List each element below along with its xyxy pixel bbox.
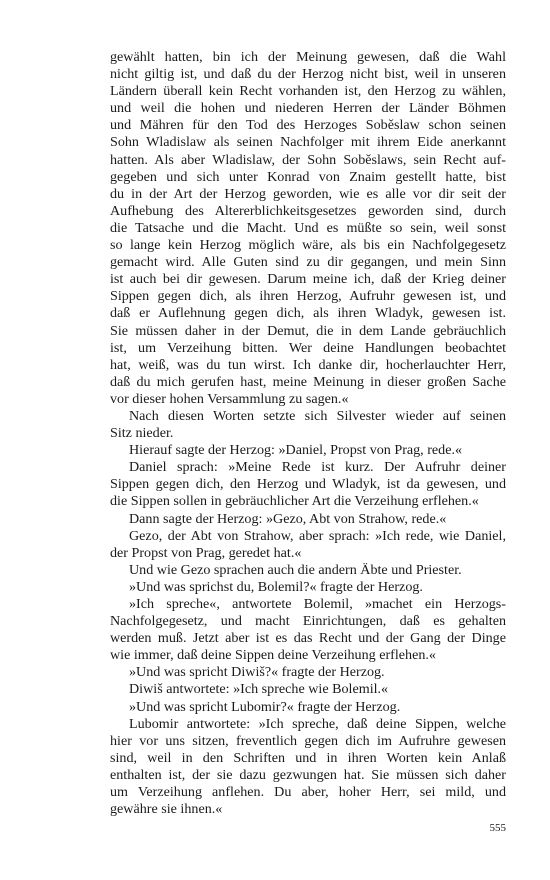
text-line: sind, weil in den Schriften und in ihren Worten kein Anlaß (110, 749, 506, 766)
text-line: »Und was spricht Diwiš?« fragte der Herzog. (129, 664, 385, 681)
text-line: hatten. Als aber Wladislaw, der Sohn Soběslaws, sein Recht auf- (110, 151, 506, 168)
text-line: Sippen gegen dich, den Herzog und Wladyk, ist da gewesen, und (110, 476, 506, 493)
text-line: Sohn Wladislaw als seinen Nachfolger mit ihrem Eide anerkannt (110, 134, 506, 151)
text-line: nicht giltig ist, und daß du der Herzog nicht bist, weil in unseren (110, 66, 506, 83)
body-text (110, 49, 506, 818)
text-line: »Und was sprichst du, Bolemil?« fragte der Herzog. (129, 578, 423, 595)
text-line: »Und was spricht Lubomir?« fragte der Herzog. (129, 698, 401, 715)
text-line: daß du mich gerufen hast, meine Meinung in dieser großen Sache (110, 373, 506, 390)
text-line: Sitz nieder. (110, 425, 174, 442)
text-line: Hierauf sagte der Herzog: »Daniel, Propst von Prag, rede.« (129, 442, 463, 459)
text-line: du in der Art der Herzog geworden, wie es alle vor dir seit der (110, 185, 506, 202)
text-line: ist, um Verzeihung bitten. Wer deine Handlungen beobachtet (110, 339, 506, 356)
text-line: werden muß. Jetzt aber ist es das Recht und der Gang der Dinge (110, 630, 506, 647)
text-line: so lange kein Herzog möglich wäre, als bis ein Nachfolgegesetz (110, 237, 506, 254)
text-line: der Propst von Prag, geredet hat.« (110, 544, 302, 561)
text-line: um Verzeihung anflehen. Du aber, hoher Herr, sei mild, und (110, 784, 506, 801)
text-line: vor dieser hohen Versammlung zu sagen.« (110, 390, 349, 407)
text-line: gemacht wird. Alle Guten sind zu dir gegangen, und mein Sinn (110, 254, 506, 271)
text-line: Ländern überall kein Recht vorhanden ist, den Herzog zu wählen, (110, 83, 506, 100)
text-line: und weil die hohen und niederen Herren der Länder Böhmen (110, 100, 506, 117)
text-line: Nachfolgegesetz, und macht Einrichtungen, daß es gehalten (110, 613, 506, 630)
text-line: Dann sagte der Herzog: »Gezo, Abt von Strahow, rede.« (129, 510, 447, 527)
text-line: wie immer, daß deine Sippen deine Verzeihung erflehen.« (110, 647, 436, 664)
text-line: Aufhebung des Altererblichkeitsgesetzes geworden sind, durch (110, 202, 506, 219)
text-line: Diwiš antwortete: »Ich spreche wie Bolemil.« (129, 681, 389, 698)
text-line: ist auch bei dir gewesen. Darum meine ich, daß der Krieg deiner (110, 271, 506, 288)
text-line: Sippen gegen dich, als ihren Herzog, Aufruhr gewesen ist, und (110, 288, 506, 305)
text-line: gegeben und sich unter Konrad von Znaim gestellt hatte, bist (110, 168, 506, 185)
text-line: hat, weiß, was du tun wirst. Ich danke dir, hocherlauchter Herr, (110, 356, 506, 373)
page-number: 555 (489, 822, 506, 834)
text-line: hier vor uns sitzen, freventlich gegen dich im Aufruhre gewesen (110, 732, 506, 749)
text-line: die Sippen sollen in gebräuchlicher Art die Verzeihung erflehen.« (110, 493, 479, 510)
text-line: die Tatsache und die Macht. Und es müßte so sein, weil sonst (110, 219, 506, 236)
text-line: Gezo, der Abt von Strahow, aber sprach: »Ich rede, wie Daniel, (129, 527, 506, 544)
text-line: enthalten ist, der sie dazu gezwungen hat. Sie müssen sich daher (110, 766, 506, 783)
text-line: Und wie Gezo sprachen auch die andern Äbte und Priester. (129, 561, 462, 578)
text-line: Lubomir antwortete: »Ich spreche, daß deine Sippen, welche (129, 715, 506, 732)
text-line: gewählt hatten, bin ich der Meinung gewesen, daß die Wahl (110, 49, 506, 65)
text-line: gewähre sie ihnen.« (110, 801, 223, 818)
text-line: »Ich spreche«, antwortete Bolemil, »machet ein Herzogs- (129, 596, 506, 612)
text-line: Sie müssen daher in der Demut, die in dem Lande gebräuchlich (110, 322, 506, 339)
text-line: Nach diesen Worten setzte sich Silvester wieder auf seinen (129, 407, 506, 424)
text-line: daß er Auflehnung gegen dich, als ihren Wladyk, gewesen ist. (110, 305, 506, 322)
text-line: und Mähren für den Tod des Herzoges Soběslaw schon seinen (110, 117, 506, 134)
text-line: Daniel sprach: »Meine Rede ist kurz. Der Aufruhr deiner (129, 459, 506, 476)
